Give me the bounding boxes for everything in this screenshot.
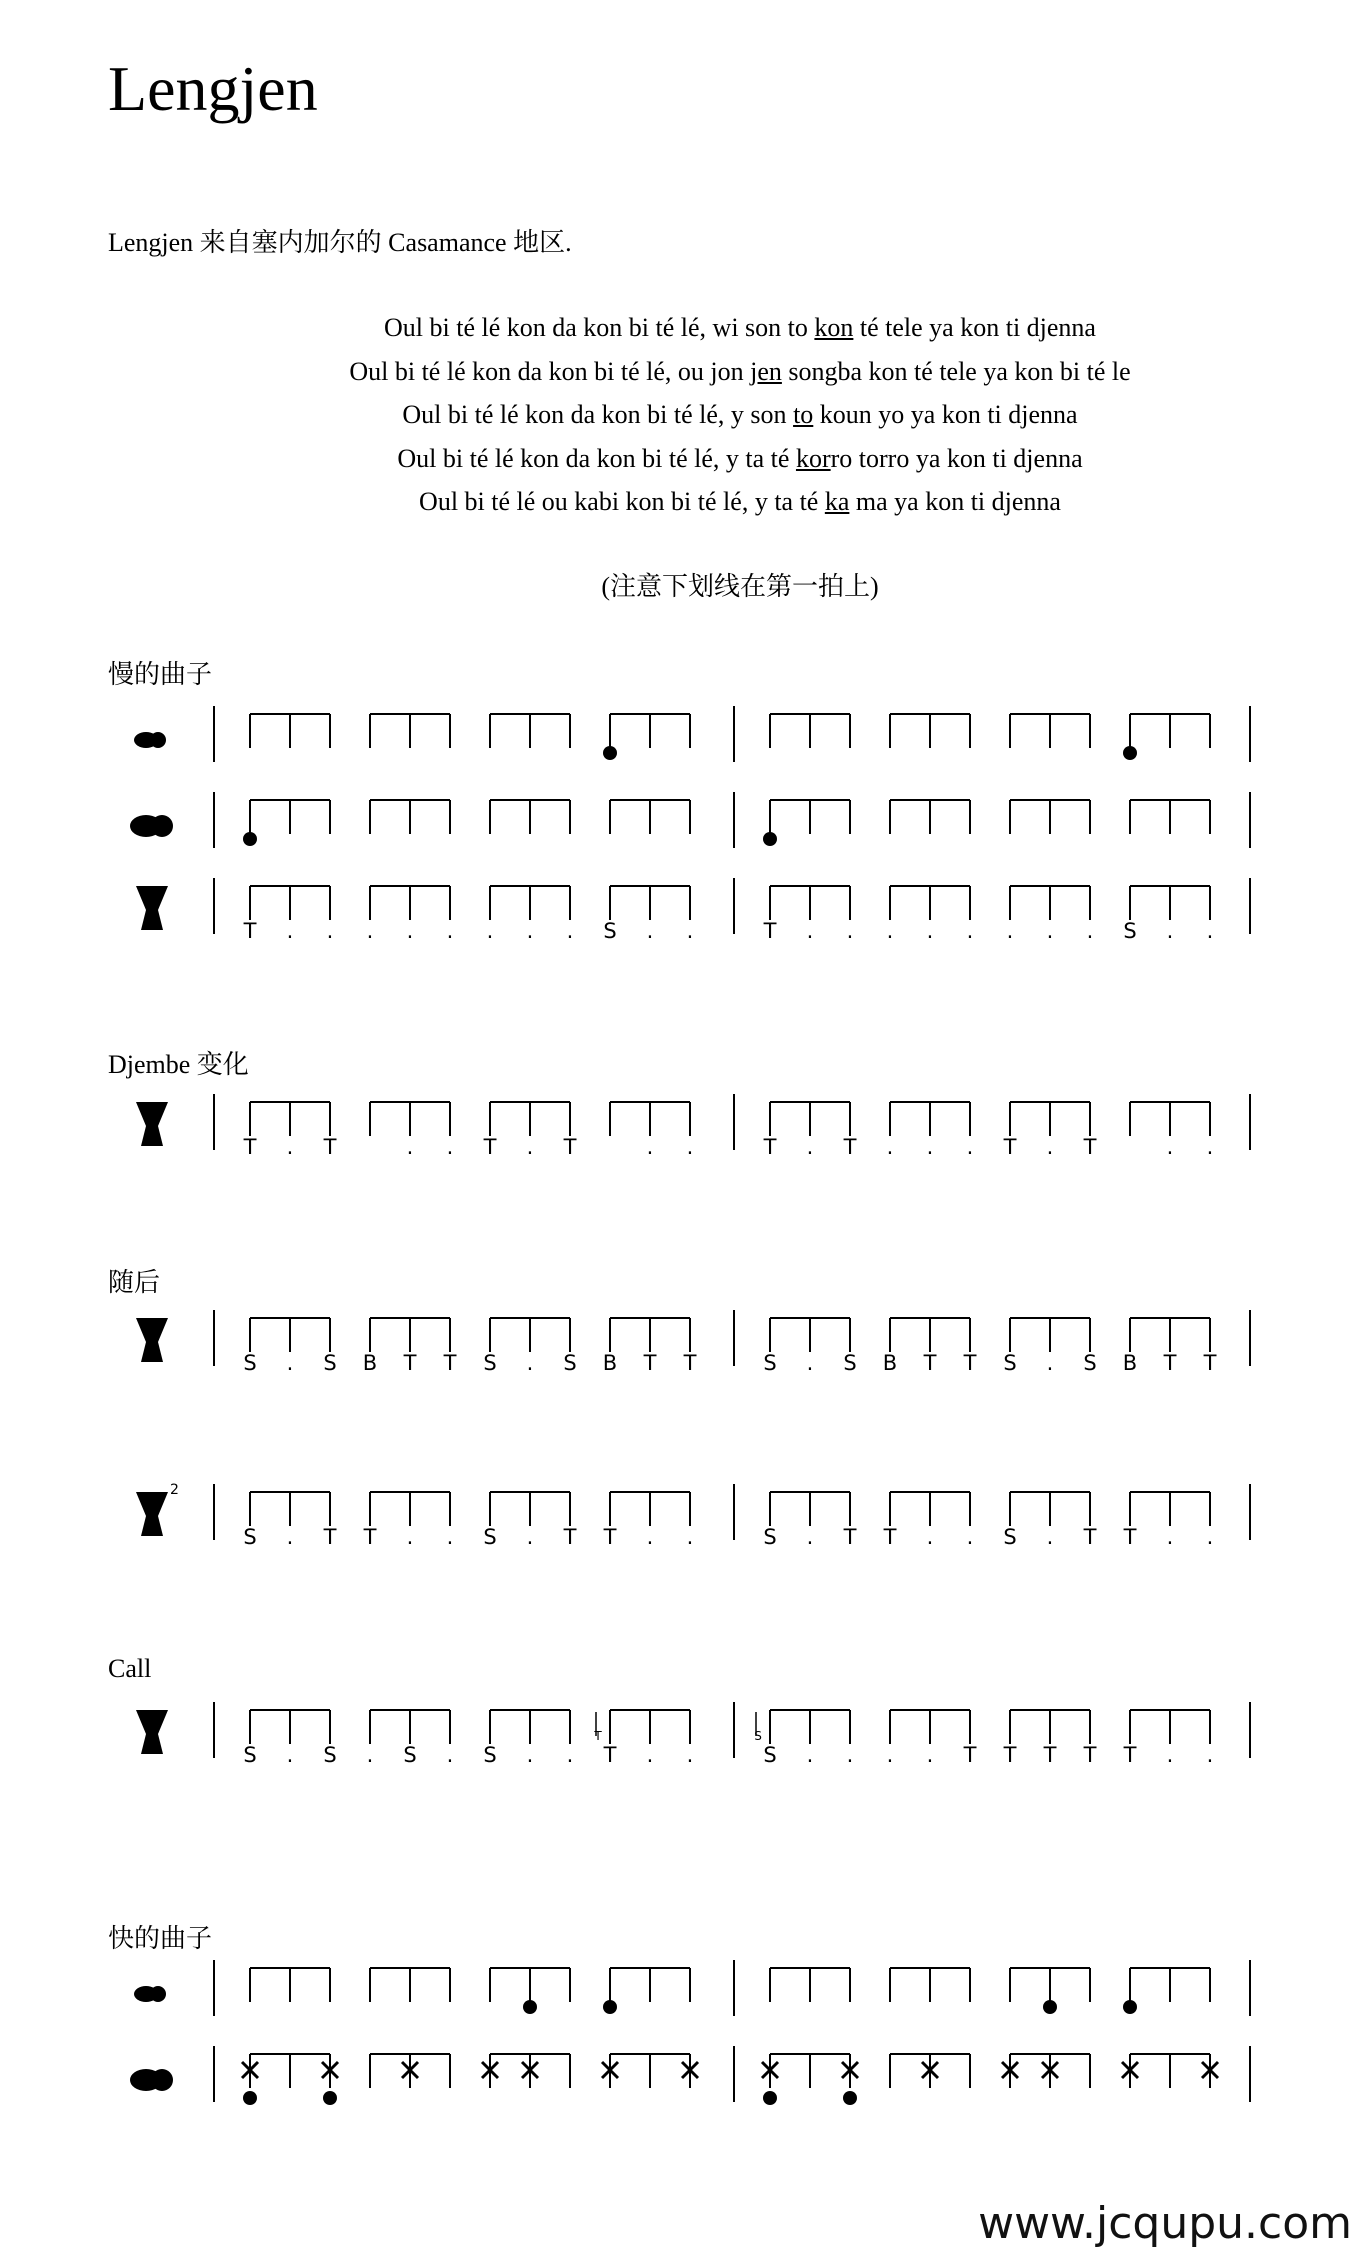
bell-large-icon-end — [151, 2069, 173, 2091]
stroke-letter: . — [1206, 1743, 1214, 1767]
stroke-letter: S — [483, 1351, 497, 1375]
note-dot — [523, 2000, 537, 2014]
stroke-letter: . — [526, 1135, 534, 1159]
grace-letter: T — [594, 1729, 602, 1743]
stroke-letter: T — [443, 1351, 457, 1375]
intro-text: Lengjen 来自塞内加尔的 Casamance 地区. — [108, 228, 572, 257]
stroke-letter: T — [683, 1351, 697, 1375]
stroke-letter: S — [1003, 1351, 1017, 1375]
stroke-letter: T — [363, 1525, 377, 1549]
note-dot — [843, 2091, 857, 2105]
stroke-letter: . — [406, 919, 414, 943]
lyric-line: Oul bi té lé kon da kon bi té lé, wi son to kon té tele ya kon ti djenna — [384, 313, 1096, 342]
section-label-follow: 随后 — [108, 1268, 161, 1297]
stroke-letter: . — [1206, 1525, 1214, 1549]
note-dot — [1123, 746, 1137, 760]
stroke-letter: T — [323, 1525, 337, 1549]
stroke-letter: . — [686, 1743, 694, 1767]
stroke-letter: T — [603, 1525, 617, 1549]
stroke-letter: . — [1166, 1525, 1174, 1549]
stroke-letter: . — [966, 1135, 974, 1159]
stroke-letter: . — [366, 919, 374, 943]
stroke-letter: S — [763, 1525, 777, 1549]
stroke-letter: . — [926, 919, 934, 943]
stroke-letter: . — [286, 1525, 294, 1549]
stroke-letter: . — [686, 1135, 694, 1159]
stroke-letter: S — [243, 1351, 257, 1375]
stroke-letter: . — [526, 1525, 534, 1549]
stroke-letter: T — [243, 919, 257, 943]
bell-large-icon-end — [151, 815, 173, 837]
stroke-letter: S — [403, 1743, 417, 1767]
stroke-letter: T — [1123, 1743, 1137, 1767]
stroke-letter: T — [1083, 1743, 1097, 1767]
djembe-icon — [136, 886, 168, 930]
stroke-letter: T — [1043, 1743, 1057, 1767]
djembe-icon — [136, 1710, 168, 1754]
stroke-letter: . — [806, 919, 814, 943]
stroke-letter: T — [923, 1351, 937, 1375]
djembe-superscript: 2 — [170, 1482, 179, 1498]
stroke-letter: S — [243, 1525, 257, 1549]
djembe-icon — [136, 1492, 168, 1536]
lyric-line: Oul bi té lé kon da kon bi té lé, y ta té korro torro ya kon ti djenna — [397, 443, 1083, 473]
stroke-letter: . — [966, 919, 974, 943]
stroke-letter: . — [1006, 919, 1014, 943]
stroke-letter: S — [1003, 1525, 1017, 1549]
grace-letter: S — [754, 1729, 762, 1743]
stroke-letter: . — [1206, 1135, 1214, 1159]
stroke-letter: S — [763, 1351, 777, 1375]
lyric-line: Oul bi té lé ou kabi kon bi té lé, y ta té ka ma ya kon ti djenna — [419, 487, 1061, 516]
bell-small-icon-end — [150, 1986, 166, 2002]
note-dot — [603, 2000, 617, 2014]
stroke-letter: . — [326, 919, 334, 943]
stroke-letter: . — [406, 1525, 414, 1549]
stroke-letter: T — [963, 1351, 977, 1375]
stroke-letter: . — [286, 919, 294, 943]
stroke-letter: . — [526, 1351, 534, 1375]
stroke-letter: . — [1166, 919, 1174, 943]
note-dot — [763, 832, 777, 846]
page-title: Lengjen — [108, 53, 318, 124]
note-dot — [243, 2091, 257, 2105]
stroke-letter: . — [846, 1743, 854, 1767]
stroke-letter: T — [563, 1525, 577, 1549]
stroke-letter: . — [646, 1743, 654, 1767]
stroke-letter: . — [286, 1743, 294, 1767]
stroke-letter: . — [446, 1135, 454, 1159]
stroke-letter: . — [446, 919, 454, 943]
stroke-letter: S — [603, 919, 617, 943]
stroke-letter: . — [646, 919, 654, 943]
stroke-letter: T — [763, 1135, 777, 1159]
section-label-call: Call — [108, 1654, 152, 1683]
djembe-icon — [136, 1318, 168, 1362]
stroke-letter: . — [846, 919, 854, 943]
stroke-letter: S — [323, 1351, 337, 1375]
watermark: www.jcqupu.com — [978, 2198, 1352, 2249]
stroke-letter: . — [1166, 1135, 1174, 1159]
note-dot — [603, 746, 617, 760]
stroke-letter: . — [806, 1743, 814, 1767]
stroke-letter: . — [1046, 1525, 1054, 1549]
stroke-letter: T — [483, 1135, 497, 1159]
stroke-letter: . — [806, 1135, 814, 1159]
stroke-letter: T — [563, 1135, 577, 1159]
stroke-letter: S — [1123, 919, 1137, 943]
lyric-line: Oul bi té lé kon da kon bi té lé, y son to koun yo ya kon ti djenna — [402, 400, 1078, 429]
stroke-letter: S — [483, 1525, 497, 1549]
stroke-letter: . — [286, 1351, 294, 1375]
stroke-letter: B — [882, 1351, 898, 1375]
stroke-letter: . — [686, 1525, 694, 1549]
stroke-letter: . — [366, 1743, 374, 1767]
stroke-letter: . — [446, 1525, 454, 1549]
stroke-letter: T — [1163, 1351, 1177, 1375]
bell-small-icon-end — [150, 732, 166, 748]
note-dot — [1043, 2000, 1057, 2014]
stroke-letter: . — [486, 919, 494, 943]
stroke-letter: T — [843, 1135, 857, 1159]
stroke-letter: . — [966, 1525, 974, 1549]
stroke-letter: T — [1083, 1135, 1097, 1159]
stroke-letter: . — [646, 1525, 654, 1549]
underline-note: (注意下划线在第一拍上) — [601, 572, 879, 601]
stroke-letter: . — [806, 1525, 814, 1549]
note-dot — [243, 832, 257, 846]
stroke-letter: . — [566, 1743, 574, 1767]
stroke-letter: . — [1046, 919, 1054, 943]
stroke-letter: . — [406, 1135, 414, 1159]
stroke-letter: . — [686, 919, 694, 943]
stroke-letter: T — [643, 1351, 657, 1375]
stroke-letter: . — [806, 1351, 814, 1375]
section-label-fast: 快的曲子 — [108, 1924, 213, 1953]
stroke-letter: . — [1206, 919, 1214, 943]
stroke-letter: . — [1046, 1351, 1054, 1375]
stroke-letter: T — [1003, 1135, 1017, 1159]
stroke-letter: T — [1203, 1351, 1217, 1375]
stroke-letter: S — [243, 1743, 257, 1767]
stroke-letter: . — [1086, 919, 1094, 943]
stroke-letter: T — [1123, 1525, 1137, 1549]
stroke-letter: . — [566, 919, 574, 943]
stroke-letter: T — [963, 1743, 977, 1767]
stroke-letter: T — [603, 1743, 617, 1767]
stroke-letter: . — [926, 1525, 934, 1549]
stroke-letter: B — [1122, 1351, 1138, 1375]
stroke-letter: . — [526, 919, 534, 943]
note-dot — [323, 2091, 337, 2105]
stroke-letter: T — [1003, 1743, 1017, 1767]
lyric-line: Oul bi té lé kon da kon bi té lé, ou jon jen songba kon té tele ya kon bi té le — [349, 356, 1131, 386]
stroke-letter: S — [563, 1351, 577, 1375]
stroke-letter: . — [286, 1135, 294, 1159]
stroke-letter: . — [646, 1135, 654, 1159]
stroke-letter: T — [323, 1135, 337, 1159]
stroke-letter: . — [886, 1743, 894, 1767]
stroke-letter: T — [763, 919, 777, 943]
stroke-letter: B — [602, 1351, 618, 1375]
stroke-letter: S — [763, 1743, 777, 1767]
stroke-letter: S — [483, 1743, 497, 1767]
stroke-letter: T — [1083, 1525, 1097, 1549]
stroke-letter: . — [926, 1743, 934, 1767]
stroke-letter: . — [886, 1135, 894, 1159]
stroke-letter: B — [362, 1351, 378, 1375]
stroke-letter: T — [843, 1525, 857, 1549]
stroke-letter: T — [883, 1525, 897, 1549]
stroke-letter: S — [843, 1351, 857, 1375]
note-dot — [763, 2091, 777, 2105]
stroke-letter: . — [886, 919, 894, 943]
stroke-letter: . — [1046, 1135, 1054, 1159]
section-label-slow: 慢的曲子 — [108, 660, 213, 689]
djembe-icon — [136, 1102, 168, 1146]
stroke-letter: S — [323, 1743, 337, 1767]
stroke-letter: . — [526, 1743, 534, 1767]
stroke-letter: . — [446, 1743, 454, 1767]
stroke-letter: . — [1166, 1743, 1174, 1767]
stroke-letter: S — [1083, 1351, 1097, 1375]
section-label-variation: Djembe 变化 — [108, 1050, 249, 1079]
note-dot — [1123, 2000, 1137, 2014]
stroke-letter: T — [243, 1135, 257, 1159]
stroke-letter: . — [926, 1135, 934, 1159]
stroke-letter: T — [403, 1351, 417, 1375]
